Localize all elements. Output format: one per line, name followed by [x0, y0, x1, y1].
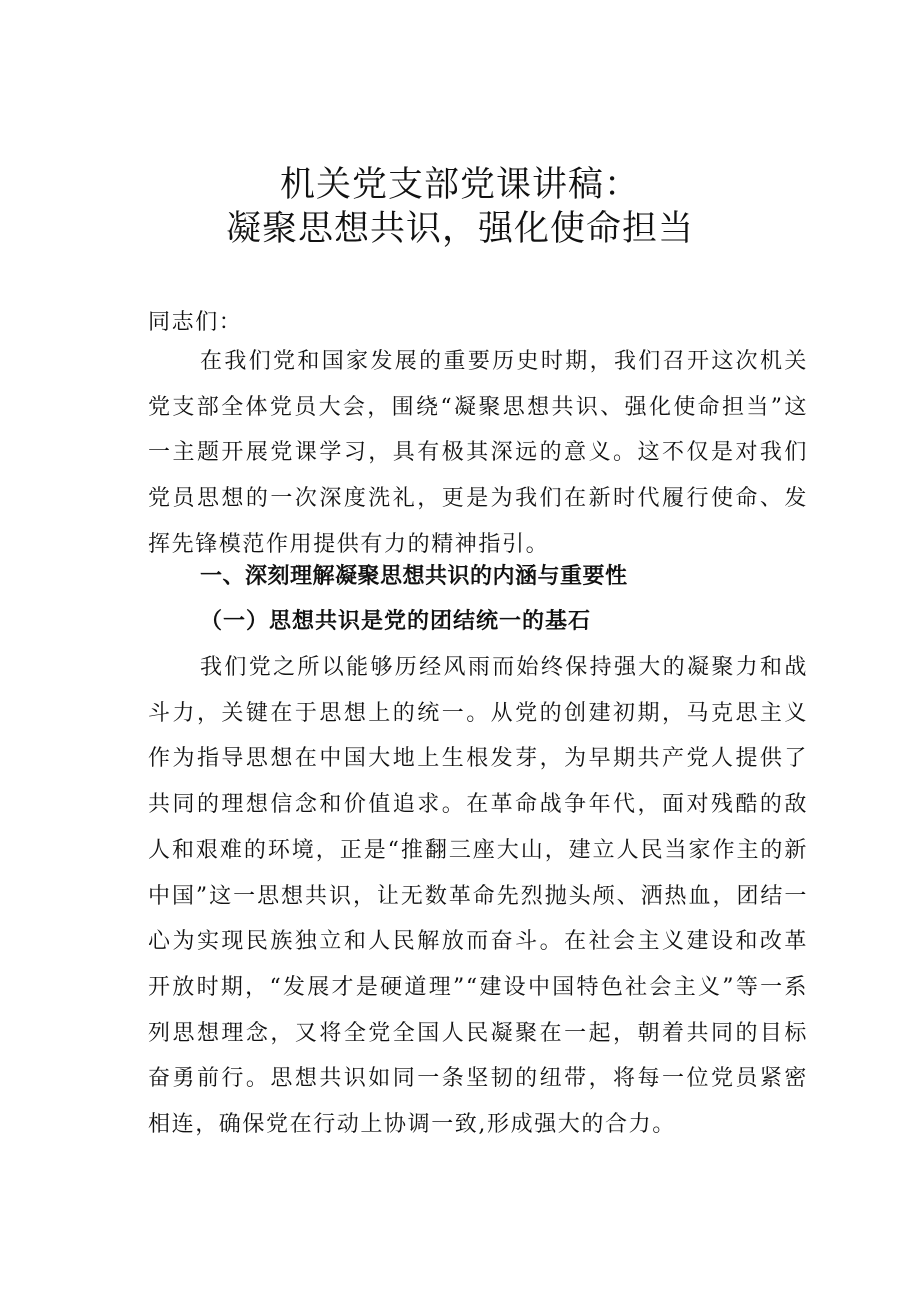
- body-paragraph: 我们党之所以能够历经风雨而始终保持强大的凝聚力和战斗力，关键在于思想上的统一。从党的创建初期，马克思主义作为指导思想在中国大地上生根发芽，为早期共产党人提供了共同的理想信念和价值追求。在革命战争年代，面对残酷的敌人和艰难的环境，正是“推翻三座大山，建立人民当家作主的新中国”这一思想共识，让无数革命先烈抛头颅、洒热血，团结一心为实现民族独立和人民解放而奋斗。在社会主义建设和改革开放时期，“发展才是硬道理”“建设中国特色社会主义”等一系列思想理念，又将全党全国人民凝聚在一起，朝着共同的目标奋勇前行。思想共识如同一条坚韧的纽带，将每一位党员紧密相连，确保党在行动上协调一致,形成强大的合力。: [148, 655, 808, 1138]
- section-heading: 一、深刻理解凝聚思想共识的内涵与重要性: [200, 564, 628, 589]
- document-title-line1: 机关党支部党课讲稿：: [279, 165, 640, 205]
- salutation: 同志们：: [148, 310, 243, 335]
- subsection-heading: （一）思想共识是党的团结统一的基石: [200, 608, 592, 634]
- document-title-line2: 凝聚思想共识，强化使命担当: [225, 209, 694, 249]
- intro-paragraph: 在我们党和国家发展的重要历史时期，我们召开这次机关党支部全体党员大会，围绕“凝聚思想共识、强化使命担当”这一主题开展党课学习，具有极其深远的意义。这不仅是对我们党员思想的一次深度洗礼，更是为我们在新时代履行使命、发挥先锋模范作用提供有力的精神指引。: [148, 349, 808, 557]
